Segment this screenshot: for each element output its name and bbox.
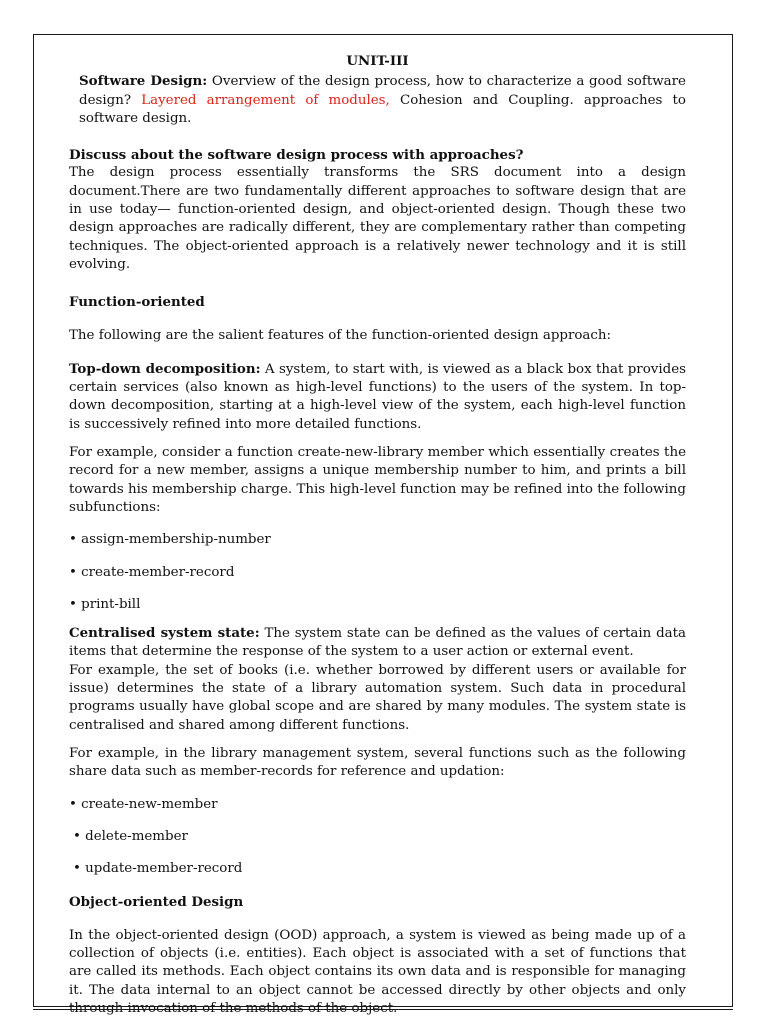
- page-bottom-rule: [33, 1006, 733, 1010]
- centralised-text: The system state can be defined as the values of certain data items that determine the response of the system to a user action or external event.: [69, 626, 687, 660]
- q1-body: The design process essentially transforms the SRS document into a design document.There are two fundamentally different approaches to software design that are in use today— function-oriented design, and object-oriented design. Though these two design approaches are radically different, they are complementary rather than competing techniques. The object-oriented approach is a relatively newer technology and it is still evolving.: [69, 165, 686, 272]
- list-item: • delete-member: [73, 828, 188, 844]
- function-oriented-lead: The following are the salient features of the function-oriented design approach:: [69, 327, 612, 343]
- object-oriented-heading: Object-oriented Design: [69, 894, 244, 911]
- list-item: • create-member-record: [69, 564, 235, 580]
- centralised-paragraph: [69, 624, 686, 662]
- document-page: [33, 34, 733, 1016]
- unit-title: UNIT-III: [346, 53, 409, 69]
- object-oriented-body: In the object-oriented design (OOD) approach, a system is viewed as being made up of a collection of objects (i.e. entities). Each object is associated with a set of functions that are called its methods. Each object contains its own data and is responsible for managing it. The data internal to an object cannot be accessed directly by other objects and only through invocation of the methods of the object.: [69, 927, 686, 1016]
- list-item: • update-member-record: [73, 861, 243, 877]
- topdown-text: A system, to start with, is viewed as a black box that provides certain services (also known as high-level functions) to the users of the system. In top- down decomposition, starting at a high-level view of the system, each high-level function is successively refined into more detailed functions.: [69, 361, 686, 432]
- library-example: For example, in the library management system, several functions such as the following share data such as member-records for reference and updation:: [69, 745, 686, 780]
- topdown-label: Top-down decomposition:: [69, 360, 261, 377]
- example-paragraph: For example, consider a function create-new-library member which essentially creates the record for a new member, assigns a unique membership number to him, and prints a bill towards his membership charge. This high-level function may be refined into the following subfunctions:: [69, 445, 686, 515]
- list-item: • assign-membership-number: [69, 532, 271, 548]
- intro-text-1: Overview of the design process, how to characterize a good software design?: [79, 74, 686, 108]
- intro-label: Software Design:: [79, 73, 208, 90]
- list-item: • print-bill: [69, 596, 141, 612]
- intro-text-2: Cohesion and Coupling. approaches to software design.: [79, 92, 686, 126]
- intro-highlight: Layered arrangement of modules,: [141, 92, 390, 108]
- unit-intro: [79, 72, 686, 128]
- function-oriented-heading: Function-oriented: [69, 294, 205, 311]
- list-item: • create-new-member: [69, 796, 218, 812]
- centralised-label: Centralised system state:: [69, 625, 260, 642]
- q1-heading: Discuss about the software design process with approaches?: [69, 147, 524, 164]
- centralised-example: For example, the set of books (i.e. whether borrowed by different users or available for issue) determines the state of a library automation system. Such data in procedural programs usually have global scope and are shared by many modules. The system state is centralised and shared among different functions.: [69, 662, 686, 733]
- topdown-paragraph: [69, 360, 686, 434]
